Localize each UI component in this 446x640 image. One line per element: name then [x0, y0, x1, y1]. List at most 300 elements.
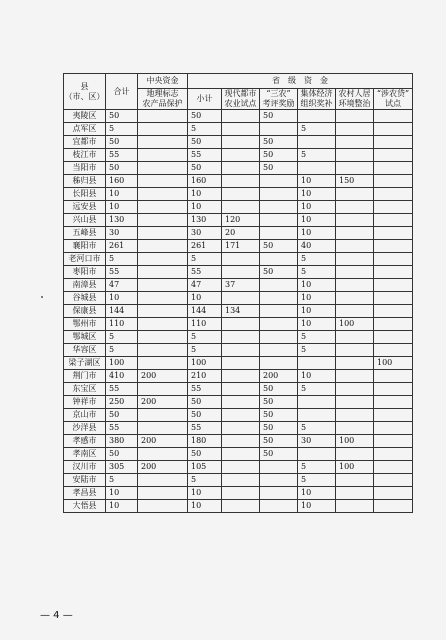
cell-sannong [260, 461, 298, 474]
scan-speck [41, 296, 43, 298]
cell-sheqi [374, 214, 413, 227]
cell-sheqi [374, 162, 413, 175]
cell-collective: 10 [298, 318, 336, 331]
cell-subtotal: 50 [188, 162, 222, 175]
cell-env [336, 162, 374, 175]
cell-county: 华容区 [64, 344, 106, 357]
cell-modern [222, 188, 260, 201]
cell-total: 50 [106, 409, 138, 422]
cell-sheqi [374, 383, 413, 396]
cell-sheqi [374, 318, 413, 331]
table-body [64, 110, 413, 513]
cell-sheqi [374, 396, 413, 409]
cell-collective: 10 [298, 201, 336, 214]
table-row [64, 188, 413, 201]
table-row [64, 357, 413, 370]
cell-subtotal: 50 [188, 396, 222, 409]
cell-total: 50 [106, 162, 138, 175]
cell-env: 100 [336, 435, 374, 448]
cell-sannong [260, 214, 298, 227]
table-row [64, 136, 413, 149]
cell-collective [298, 357, 336, 370]
cell-modern [222, 448, 260, 461]
cell-central [138, 409, 188, 422]
cell-sheqi [374, 292, 413, 305]
cell-modern: 134 [222, 305, 260, 318]
header-sheqi: “涉农贷” 试点 [374, 89, 413, 110]
cell-collective: 10 [298, 292, 336, 305]
cell-county: 夷陵区 [64, 110, 106, 123]
cell-total: 50 [106, 136, 138, 149]
cell-county: 远安县 [64, 201, 106, 214]
cell-total: 305 [106, 461, 138, 474]
cell-sheqi [374, 110, 413, 123]
cell-central [138, 344, 188, 357]
header-central-group: 中央资金 [138, 74, 188, 89]
cell-subtotal: 47 [188, 279, 222, 292]
cell-sannong [260, 331, 298, 344]
cell-collective: 40 [298, 240, 336, 253]
table-row [64, 396, 413, 409]
cell-modern [222, 344, 260, 357]
cell-sannong [260, 201, 298, 214]
cell-sannong: 50 [260, 149, 298, 162]
cell-env [336, 331, 374, 344]
cell-sannong [260, 175, 298, 188]
cell-modern [222, 110, 260, 123]
cell-central [138, 136, 188, 149]
cell-modern [222, 500, 260, 513]
cell-collective: 5 [298, 266, 336, 279]
cell-env [336, 500, 374, 513]
cell-collective: 10 [298, 500, 336, 513]
cell-collective [298, 162, 336, 175]
cell-county: 枣阳市 [64, 266, 106, 279]
cell-modern [222, 318, 260, 331]
cell-sheqi [374, 253, 413, 266]
cell-total: 261 [106, 240, 138, 253]
cell-env: 100 [336, 318, 374, 331]
cell-collective [298, 136, 336, 149]
cell-sannong: 50 [260, 409, 298, 422]
cell-subtotal: 50 [188, 136, 222, 149]
cell-sannong [260, 318, 298, 331]
cell-total: 10 [106, 292, 138, 305]
header-sannong: “三农” 考评奖励 [260, 89, 298, 110]
cell-subtotal: 110 [188, 318, 222, 331]
cell-total: 47 [106, 279, 138, 292]
cell-subtotal: 30 [188, 227, 222, 240]
table-row [64, 110, 413, 123]
cell-sannong: 50 [260, 448, 298, 461]
cell-central [138, 214, 188, 227]
cell-total: 10 [106, 188, 138, 201]
cell-modern [222, 435, 260, 448]
cell-county: 鄂城区 [64, 331, 106, 344]
cell-central [138, 240, 188, 253]
cell-central [138, 266, 188, 279]
cell-total: 160 [106, 175, 138, 188]
cell-county: 南漳县 [64, 279, 106, 292]
cell-env [336, 370, 374, 383]
cell-env [336, 396, 374, 409]
cell-sheqi [374, 279, 413, 292]
cell-sannong [260, 292, 298, 305]
cell-sannong: 50 [260, 110, 298, 123]
table-row [64, 422, 413, 435]
cell-central [138, 487, 188, 500]
table-row [64, 331, 413, 344]
cell-total: 144 [106, 305, 138, 318]
cell-env [336, 474, 374, 487]
table-row [64, 435, 413, 448]
cell-total: 55 [106, 422, 138, 435]
cell-sannong [260, 500, 298, 513]
cell-central [138, 305, 188, 318]
cell-total: 10 [106, 201, 138, 214]
cell-collective: 5 [298, 331, 336, 344]
cell-total: 410 [106, 370, 138, 383]
table-row [64, 461, 413, 474]
cell-modern [222, 253, 260, 266]
cell-county: 东宝区 [64, 383, 106, 396]
cell-central [138, 162, 188, 175]
cell-sannong: 50 [260, 396, 298, 409]
cell-subtotal: 5 [188, 344, 222, 357]
cell-modern [222, 149, 260, 162]
cell-central: 200 [138, 370, 188, 383]
cell-sheqi [374, 370, 413, 383]
cell-collective: 10 [298, 305, 336, 318]
cell-modern: 20 [222, 227, 260, 240]
cell-subtotal: 261 [188, 240, 222, 253]
cell-env: 100 [336, 461, 374, 474]
cell-central: 200 [138, 461, 188, 474]
cell-collective: 10 [298, 175, 336, 188]
cell-central [138, 188, 188, 201]
cell-env [336, 292, 374, 305]
cell-collective: 10 [298, 279, 336, 292]
cell-subtotal: 10 [188, 292, 222, 305]
cell-subtotal: 180 [188, 435, 222, 448]
cell-county: 京山市 [64, 409, 106, 422]
cell-central [138, 110, 188, 123]
cell-collective: 5 [298, 461, 336, 474]
cell-env [336, 448, 374, 461]
cell-env [336, 279, 374, 292]
cell-sannong [260, 227, 298, 240]
cell-central [138, 331, 188, 344]
cell-subtotal: 144 [188, 305, 222, 318]
cell-env [336, 487, 374, 500]
cell-subtotal: 160 [188, 175, 222, 188]
cell-sheqi [374, 240, 413, 253]
cell-subtotal: 5 [188, 474, 222, 487]
page-number: — 4 — [40, 610, 73, 621]
cell-central [138, 201, 188, 214]
cell-sannong [260, 474, 298, 487]
cell-sheqi [374, 422, 413, 435]
cell-county: 汉川市 [64, 461, 106, 474]
cell-sheqi [374, 149, 413, 162]
cell-total: 10 [106, 500, 138, 513]
cell-central: 200 [138, 396, 188, 409]
cell-collective [298, 448, 336, 461]
cell-county: 谷城县 [64, 292, 106, 305]
cell-total: 380 [106, 435, 138, 448]
cell-county: 安陆市 [64, 474, 106, 487]
table-row [64, 474, 413, 487]
cell-subtotal: 210 [188, 370, 222, 383]
cell-collective: 10 [298, 214, 336, 227]
cell-central [138, 149, 188, 162]
cell-county: 当阳市 [64, 162, 106, 175]
cell-sheqi [374, 487, 413, 500]
cell-central [138, 175, 188, 188]
cell-sannong [260, 344, 298, 357]
cell-sannong: 50 [260, 422, 298, 435]
cell-central [138, 422, 188, 435]
cell-sheqi [374, 344, 413, 357]
cell-modern [222, 331, 260, 344]
cell-sannong: 50 [260, 383, 298, 396]
header-subtotal: 小计 [188, 89, 222, 110]
table-row [64, 123, 413, 136]
cell-county: 点军区 [64, 123, 106, 136]
cell-central [138, 474, 188, 487]
cell-sannong [260, 487, 298, 500]
cell-total: 5 [106, 123, 138, 136]
cell-central [138, 383, 188, 396]
cell-modern [222, 292, 260, 305]
cell-collective: 10 [298, 227, 336, 240]
cell-env [336, 422, 374, 435]
table-row [64, 162, 413, 175]
cell-sheqi [374, 461, 413, 474]
cell-sannong: 50 [260, 240, 298, 253]
cell-collective: 5 [298, 123, 336, 136]
table-row [64, 253, 413, 266]
table-row [64, 214, 413, 227]
cell-sheqi [374, 435, 413, 448]
cell-total: 30 [106, 227, 138, 240]
cell-collective [298, 409, 336, 422]
cell-central [138, 357, 188, 370]
cell-total: 100 [106, 357, 138, 370]
cell-county: 五峰县 [64, 227, 106, 240]
cell-sheqi: 100 [374, 357, 413, 370]
cell-sannong [260, 357, 298, 370]
cell-subtotal: 55 [188, 422, 222, 435]
cell-county: 鄂州市 [64, 318, 106, 331]
cell-collective: 10 [298, 188, 336, 201]
cell-sheqi [374, 448, 413, 461]
cell-modern [222, 123, 260, 136]
cell-subtotal: 55 [188, 266, 222, 279]
cell-collective [298, 396, 336, 409]
cell-modern [222, 422, 260, 435]
cell-sheqi [374, 331, 413, 344]
cell-subtotal: 5 [188, 331, 222, 344]
cell-sannong: 50 [260, 266, 298, 279]
cell-modern [222, 266, 260, 279]
cell-modern: 120 [222, 214, 260, 227]
cell-env [336, 383, 374, 396]
table-row [64, 448, 413, 461]
cell-total: 250 [106, 396, 138, 409]
cell-central [138, 227, 188, 240]
cell-central [138, 292, 188, 305]
cell-sannong: 200 [260, 370, 298, 383]
cell-sheqi [374, 136, 413, 149]
cell-collective: 5 [298, 149, 336, 162]
cell-subtotal: 50 [188, 110, 222, 123]
cell-env [336, 305, 374, 318]
cell-total: 50 [106, 448, 138, 461]
cell-county: 孝昌县 [64, 487, 106, 500]
cell-central: 200 [138, 435, 188, 448]
cell-county: 襄阳市 [64, 240, 106, 253]
cell-total: 55 [106, 266, 138, 279]
cell-county: 枝江市 [64, 149, 106, 162]
cell-sheqi [374, 500, 413, 513]
cell-collective: 30 [298, 435, 336, 448]
cell-modern [222, 474, 260, 487]
cell-subtotal: 130 [188, 214, 222, 227]
cell-sheqi [374, 201, 413, 214]
cell-modern [222, 357, 260, 370]
cell-sannong: 50 [260, 435, 298, 448]
cell-sannong [260, 305, 298, 318]
cell-env [336, 409, 374, 422]
cell-county: 长阳县 [64, 188, 106, 201]
cell-subtotal: 10 [188, 188, 222, 201]
header-modern-agri: 现代都市 农业试点 [222, 89, 260, 110]
table-row [64, 305, 413, 318]
cell-sannong: 50 [260, 136, 298, 149]
cell-env [336, 214, 374, 227]
cell-modern [222, 396, 260, 409]
table-row [64, 292, 413, 305]
header-geo-indication: 地理标志 农产品保护 [138, 89, 188, 110]
header-rural-env: 农村人居 环境整治 [336, 89, 374, 110]
cell-total: 55 [106, 149, 138, 162]
cell-sheqi [374, 474, 413, 487]
cell-total: 10 [106, 487, 138, 500]
cell-county: 宜都市 [64, 136, 106, 149]
cell-env [336, 357, 374, 370]
cell-collective: 5 [298, 253, 336, 266]
cell-central [138, 500, 188, 513]
cell-collective: 5 [298, 344, 336, 357]
cell-env [336, 240, 374, 253]
cell-modern [222, 370, 260, 383]
cell-modern [222, 461, 260, 474]
table-row [64, 409, 413, 422]
header-collective: 集体经济 组织奖补 [298, 89, 336, 110]
cell-collective [298, 110, 336, 123]
table-row [64, 500, 413, 513]
table-row [64, 383, 413, 396]
cell-collective: 10 [298, 370, 336, 383]
cell-modern: 37 [222, 279, 260, 292]
table-row [64, 344, 413, 357]
table-row [64, 201, 413, 214]
fund-allocation-table [63, 73, 413, 513]
cell-env [336, 344, 374, 357]
table-row [64, 227, 413, 240]
cell-modern [222, 487, 260, 500]
cell-sheqi [374, 409, 413, 422]
cell-modern [222, 162, 260, 175]
cell-total: 5 [106, 474, 138, 487]
cell-env [336, 110, 374, 123]
cell-collective: 5 [298, 422, 336, 435]
header-province-group: 省 级 资 金 [188, 74, 413, 89]
table-row [64, 175, 413, 188]
table-row [64, 370, 413, 383]
cell-subtotal: 50 [188, 409, 222, 422]
cell-sannong: 50 [260, 162, 298, 175]
cell-sheqi [374, 123, 413, 136]
cell-sheqi [374, 227, 413, 240]
cell-total: 130 [106, 214, 138, 227]
cell-subtotal: 10 [188, 487, 222, 500]
cell-env [336, 136, 374, 149]
cell-county: 钟祥市 [64, 396, 106, 409]
cell-modern [222, 409, 260, 422]
cell-central [138, 253, 188, 266]
cell-subtotal: 55 [188, 149, 222, 162]
cell-total: 5 [106, 344, 138, 357]
cell-env [336, 253, 374, 266]
cell-sannong [260, 253, 298, 266]
cell-modern [222, 201, 260, 214]
cell-subtotal: 5 [188, 253, 222, 266]
cell-central [138, 318, 188, 331]
cell-county: 孝南区 [64, 448, 106, 461]
header-total: 合计 [106, 74, 138, 110]
cell-county: 大悟县 [64, 500, 106, 513]
cell-subtotal: 50 [188, 448, 222, 461]
cell-county: 荆门市 [64, 370, 106, 383]
header-county: 县 （市、区） [64, 74, 106, 110]
table-row [64, 487, 413, 500]
cell-env [336, 227, 374, 240]
cell-county: 秭归县 [64, 175, 106, 188]
cell-total: 5 [106, 331, 138, 344]
cell-subtotal: 5 [188, 123, 222, 136]
table-row [64, 266, 413, 279]
cell-county: 保康县 [64, 305, 106, 318]
cell-modern: 171 [222, 240, 260, 253]
cell-sheqi [374, 266, 413, 279]
table-row [64, 240, 413, 253]
cell-subtotal: 55 [188, 383, 222, 396]
cell-modern [222, 175, 260, 188]
cell-collective: 10 [298, 487, 336, 500]
cell-env [336, 188, 374, 201]
cell-env [336, 201, 374, 214]
cell-total: 50 [106, 110, 138, 123]
cell-modern [222, 383, 260, 396]
cell-subtotal: 10 [188, 201, 222, 214]
table-row [64, 318, 413, 331]
cell-total: 5 [106, 253, 138, 266]
cell-modern [222, 136, 260, 149]
cell-county: 兴山县 [64, 214, 106, 227]
cell-sannong [260, 188, 298, 201]
